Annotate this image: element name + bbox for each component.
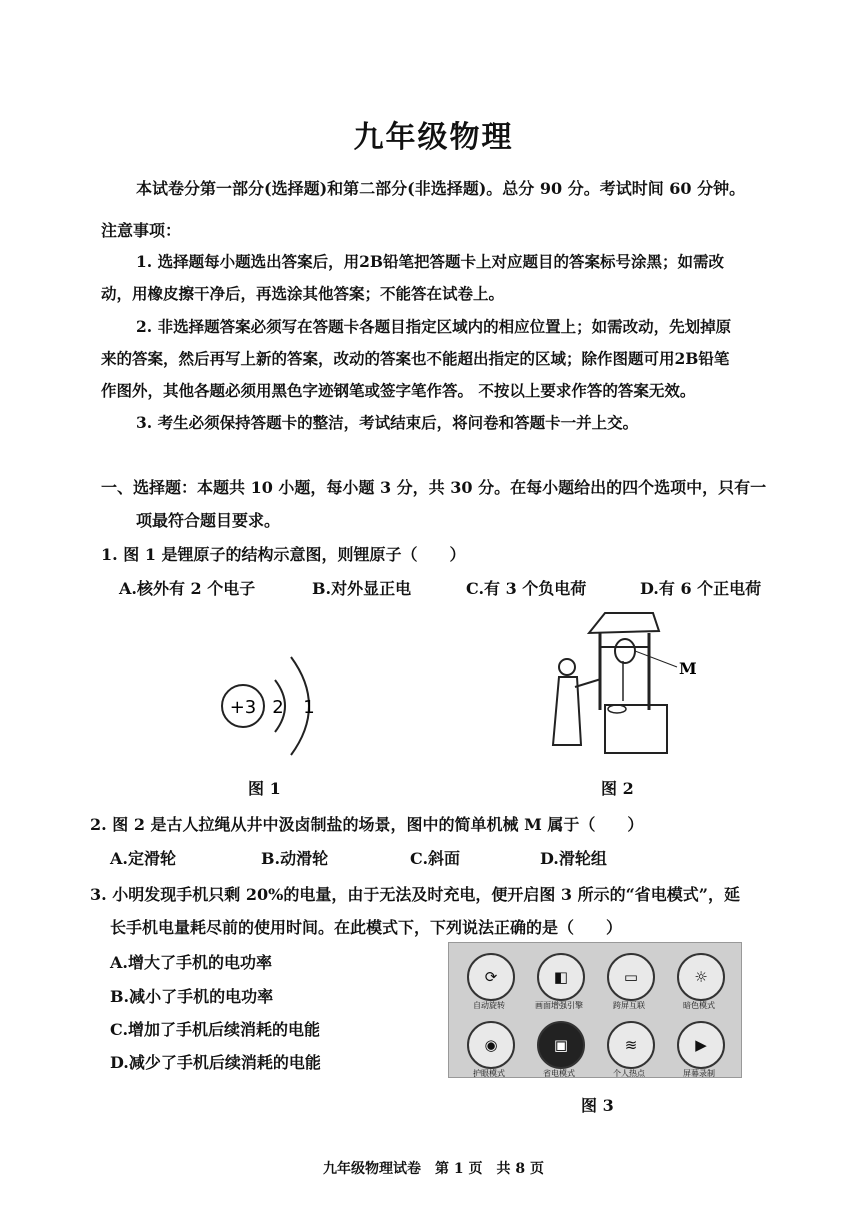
- quick-setting-label: 自动旋转: [473, 1001, 505, 1010]
- question-1-stem: 1. 图 1 是锂原子的结构示意图，则锂原子（ ）: [101, 545, 466, 564]
- shell-2-electron-count: 1: [303, 697, 315, 718]
- page-footer: 九年级物理试卷 第 1 页 共 8 页: [323, 1161, 544, 1177]
- q2-option-d: D.滑轮组: [540, 849, 607, 868]
- quick-setting-label: 屏幕录制: [683, 1069, 715, 1078]
- quick-setting-label: 护眼模式: [473, 1069, 505, 1078]
- section-1-heading-cont: 项最符合题目要求。: [136, 511, 281, 530]
- question-2-stem: 2. 图 2 是古人拉绳从井中汲卤制盐的场景，图中的简单机械 M 属于（ ）: [90, 815, 644, 834]
- quick-setting-tile: [607, 953, 655, 1001]
- label-m: M: [679, 659, 697, 678]
- quick-setting-tile: [467, 953, 515, 1001]
- figure-2-well-illustration: [545, 605, 715, 765]
- figure-2-caption: 图 2: [601, 779, 634, 798]
- q1-option-a: A.核外有 2 个电子: [119, 579, 256, 598]
- person-head: [559, 659, 575, 675]
- q3-option-c: C.增加了手机后续消耗的电能: [110, 1020, 321, 1039]
- quick-setting-tile: [607, 1021, 655, 1069]
- question-3-stem-line-2: 长手机电量耗尽前的使用时间。在此模式下，下列说法正确的是（ ）: [110, 918, 623, 937]
- shell-1-electron-count: 2: [272, 697, 284, 718]
- notice-item-3: 3. 考生必须保持答题卡的整洁，考试结束后，将问卷和答题卡一并上交。: [136, 413, 639, 432]
- page-title: 九年级物理: [353, 120, 514, 155]
- notice-item-2-line-3: 作图外，其他各题必须用黑色字迹钢笔或签字笔作答。 不按以上要求作答的答案无效。: [101, 381, 696, 400]
- dark-mode-icon: ☼: [694, 968, 708, 986]
- figure-1-caption: 图 1: [248, 779, 281, 798]
- notice-heading: 注意事项：: [101, 221, 182, 240]
- q3-option-d: D.减少了手机后续消耗的电能: [110, 1053, 321, 1072]
- quick-setting-label: 画面增强引擎: [535, 1001, 583, 1010]
- question-3-stem-line-1: 3. 小明发现手机只剩 20%的电量，由于无法及时充电，便开启图 3 所示的“省电模式”，延: [90, 885, 740, 904]
- battery-saver-icon: ▣: [553, 1036, 569, 1054]
- q3-option-a: A.增大了手机的电功率: [110, 953, 272, 972]
- q2-option-b: B.动滑轮: [261, 849, 329, 868]
- figure-1-atom-diagram: [205, 645, 345, 765]
- quick-setting-tile: [467, 1021, 515, 1069]
- pulley-wheel: [615, 639, 635, 663]
- cross-screen-icon: ▭: [623, 968, 639, 986]
- quick-setting-label: 跨屏互联: [613, 1001, 645, 1010]
- q3-option-b: B.减小了手机的电功率: [110, 987, 274, 1006]
- nucleus-charge-label: +3: [229, 697, 257, 718]
- exam-intro: 本试卷分第一部分(选择题)和第二部分(非选择题)。总分 90 分。考试时间 60 分钟。: [136, 179, 746, 198]
- person-arm: [575, 679, 601, 687]
- figure-3-caption: 图 3: [581, 1096, 614, 1115]
- q1-option-d: D.有 6 个正电荷: [640, 579, 762, 598]
- rotate-icon: ⟳: [484, 968, 498, 986]
- q1-option-c: C.有 3 个负电荷: [466, 579, 587, 598]
- quick-setting-label: 省电模式: [543, 1069, 575, 1078]
- hotspot-icon: ≋: [624, 1036, 638, 1054]
- label-m-pointer: [635, 651, 677, 667]
- figure-3-phone-quick-settings: [448, 942, 742, 1078]
- well-roof: [589, 613, 659, 633]
- notice-item-1-line-2: 动，用橡皮擦干净后，再选涂其他答案；不能答在试卷上。: [101, 284, 505, 303]
- q2-option-a: A.定滑轮: [110, 849, 176, 868]
- notice-item-2-line-1: 2. 非选择题答案必须写在答题卡各题目指定区域内的相应位置上；如需改动，先划掉原: [136, 317, 732, 336]
- quick-setting-tile: [677, 953, 725, 1001]
- q1-option-b: B.对外显正电: [312, 579, 412, 598]
- quick-setting-tile: [537, 1021, 585, 1069]
- notice-item-1-line-1: 1. 选择题每小题选出答案后，用2B铅笔把答题卡上对应题目的答案标号涂黑；如需改: [136, 252, 724, 271]
- screen-enhance-icon: ◧: [553, 968, 569, 986]
- section-1-heading: 一、选择题：本题共 10 小题，每小题 3 分，共 30 分。在每小题给出的四个选项中，只有一: [101, 478, 767, 497]
- q2-option-c: C.斜面: [410, 849, 461, 868]
- bucket: [608, 705, 626, 713]
- quick-setting-label: 暗色模式: [683, 1001, 715, 1010]
- eye-care-icon: ◉: [484, 1036, 498, 1054]
- notice-item-2-line-2: 来的答案，然后再写上新的答案，改动的答案也不能超出指定的区域；除作图题可用2B铅笔: [101, 349, 730, 368]
- quick-setting-tile: [677, 1021, 725, 1069]
- screen-record-icon: ▶: [695, 1036, 707, 1054]
- quick-setting-tile: [537, 953, 585, 1001]
- quick-setting-label: 个人热点: [613, 1069, 645, 1078]
